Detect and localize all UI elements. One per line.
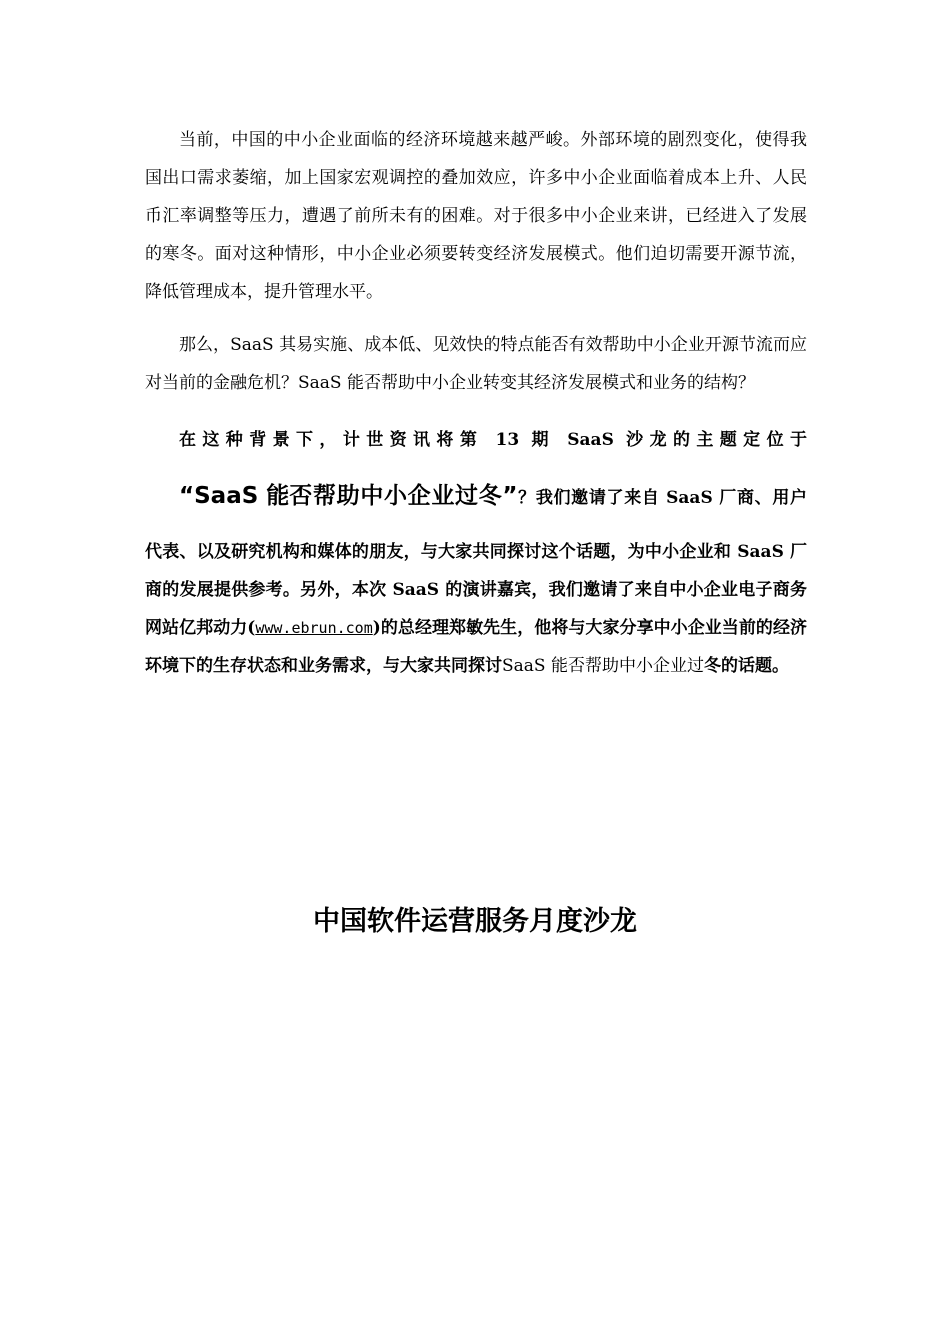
theme-body-text-a: ？我们邀请了来自 SaaS 厂商、用户代表、以及研究机构和媒体的朋友，与大家共同探讨这个话题，为中小企业和 SaaS 厂商的发展提供参考。另外，本次 SaaS 的演讲嘉宾，我们邀请了来自中小企业电子商务网站亿邦动力( bbox=[145, 488, 808, 638]
ebrun-link[interactable]: www.ebrun.com bbox=[255, 619, 373, 637]
paragraph-intro: 当前，中国的中小企业面临的经济环境越来越严峻。外部环境的剧烈变化，使得我国出口需求萎缩，加上国家宏观调控的叠加效应，许多中小企业面临着成本上升、人民币汇率调整等压力，遭遇了前所未有的困难。对于很多中小企业来讲，已经进入了发展的寒冬。面对这种情形，中小企业必须要转变经济发展模式。他们迫切需要开源节流，降低管理成本，提升管理水平。 bbox=[145, 130, 807, 302]
paragraph-salon-theme bbox=[145, 421, 807, 685]
theme-lead-text: 在这种背景下，计世资讯将第 13 期 SaaS 沙龙的主题定位于 bbox=[179, 430, 807, 450]
theme-body-text-d: 冬的话题。 bbox=[703, 656, 789, 676]
theme-title-open: “SaaS 能否 bbox=[179, 483, 313, 509]
theme-title-close: 帮助中小企业过冬” bbox=[312, 483, 518, 509]
theme-body-text-b: )的总经理郑敏先生，他将与大家分享中小企业当前的经济环境下的生存状态和业务需求，与大家共同探讨 bbox=[145, 618, 808, 676]
theme-body-text-c: SaaS 能否帮助中小企业过 bbox=[502, 656, 704, 676]
document-body bbox=[145, 121, 807, 685]
paragraph-question: 那么，SaaS 其易实施、成本低、见效快的特点能否有效帮助中小企业开源节流而应对当前的金融危机？SaaS 能否帮助中小企业转变其经济发展模式和业务的结构？ bbox=[145, 335, 807, 393]
salon-title: 中国软件运营服务月度沙龙 bbox=[313, 906, 637, 937]
